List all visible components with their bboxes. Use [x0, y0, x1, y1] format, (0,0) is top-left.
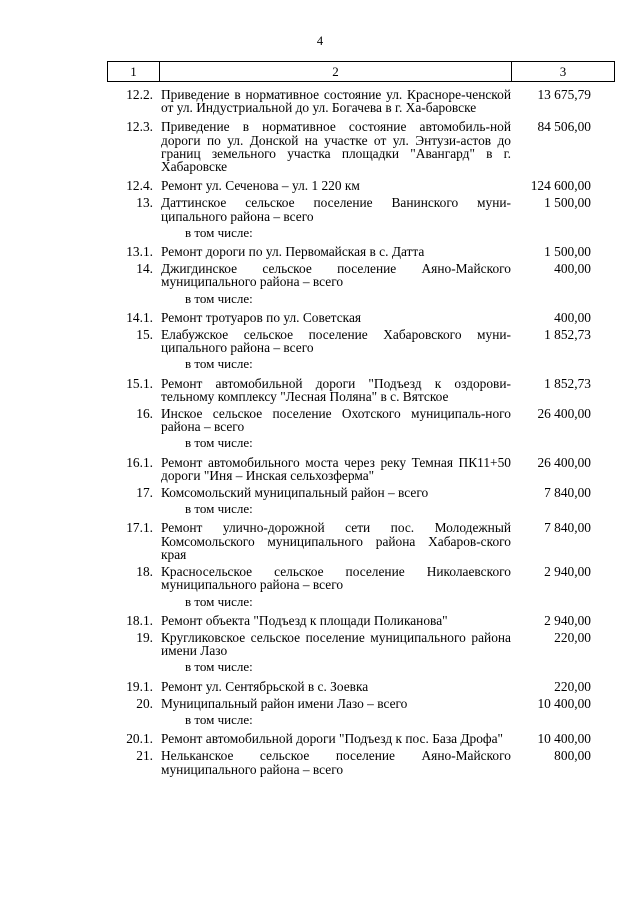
row-description: Ремонт тротуаров по ул. Советская [161, 309, 362, 325]
row-number: 14.1. [126, 309, 153, 325]
row-amount: 26 400,00 [537, 454, 591, 470]
subheading-text: в том числе: [185, 501, 253, 517]
row-number: 14. [136, 261, 153, 277]
header-col-2: 2 [160, 62, 512, 81]
row-amount: 220,00 [554, 678, 591, 694]
table-row [107, 697, 615, 710]
table-row [107, 521, 615, 561]
table-subheading-row [107, 226, 615, 239]
table-row [107, 120, 615, 173]
header-col-1: 1 [108, 62, 160, 81]
subheading-text: в том числе: [185, 356, 253, 372]
row-description: Ремонт ул. Сеченова – ул. 1 220 км [161, 178, 360, 194]
row-number: 18.1. [126, 612, 153, 628]
row-description: Джигдинское сельское поселение Аяно-Майского муниципального района – всего [161, 261, 511, 290]
row-number: 12.3. [126, 119, 153, 135]
table-row [107, 88, 615, 114]
row-amount: 800,00 [554, 748, 591, 764]
header-col-3: 3 [559, 64, 567, 79]
subheading-text: в том числе: [185, 659, 253, 675]
row-description: Ремонт ул. Сентябрьской в с. Зоевка [161, 678, 369, 694]
row-description: Ремонт улично-дорожной сети пос. Молодежный Комсомольского муниципального района Хабаров-ского края [161, 520, 511, 562]
row-description: Инское сельское поселение Охотского муниципаль-ного района – всего [161, 406, 511, 435]
subheading-text: в том числе: [185, 224, 253, 240]
table-row [107, 407, 615, 433]
table-row [107, 262, 615, 288]
row-amount: 220,00 [554, 629, 591, 645]
table-subheading-row [107, 292, 615, 305]
table-row [107, 749, 615, 775]
row-description: Комсомольский муниципальный район – всего [161, 485, 429, 501]
row-number: 19. [136, 629, 153, 645]
row-amount: 2 940,00 [544, 564, 591, 580]
row-amount: 7 840,00 [544, 485, 591, 501]
table-row [107, 196, 615, 222]
subheading-text: в том числе: [185, 290, 253, 306]
table-row [107, 732, 615, 745]
row-description: Красносельское сельское поселение Николаевского муниципального района – всего [161, 564, 511, 593]
row-amount: 1 500,00 [544, 195, 591, 211]
row-amount: 13 675,79 [537, 87, 591, 102]
table-row [107, 614, 615, 627]
row-amount: 400,00 [554, 309, 591, 325]
row-number: 12.4. [126, 178, 153, 194]
subheading-text: в том числе: [185, 435, 253, 451]
table-subheading-row [107, 595, 615, 608]
row-number: 17.1. [126, 520, 153, 536]
row-amount: 1 500,00 [544, 244, 591, 260]
row-number: 20.1. [126, 731, 153, 747]
row-amount: 124 600,00 [530, 178, 591, 194]
row-number: 15. [136, 327, 153, 343]
row-amount: 84 506,00 [537, 119, 591, 135]
row-description: Даттинское сельское поселение Ванинского муни-ципального района – всего [161, 195, 511, 224]
table-subheading-row [107, 713, 615, 726]
row-description: Ремонт дороги по ул. Первомайская в с. Датта [161, 244, 425, 260]
row-description: Кругликовское сельское поселение муниципального района имени Лазо [161, 629, 511, 659]
row-number: 21. [136, 748, 153, 764]
table-row [107, 680, 615, 693]
row-description: Ремонт автомобильной дороги "Подъезд к пос. База Дрофа" [161, 731, 504, 747]
table-row [107, 631, 615, 657]
table-row [107, 179, 615, 192]
row-description: Приведение в нормативное состояние ул. Красноре-ченской от ул. Индустриальной до ул. Богачева в г. Ха-баровске [161, 87, 511, 116]
table-row [107, 565, 615, 591]
table-row [107, 377, 615, 403]
table-subheading-row [107, 660, 615, 673]
row-number: 13.1. [126, 244, 153, 260]
table-row [107, 328, 615, 354]
row-description: Елабужское сельское поселение Хабаровского муни-ципального района – всего [161, 327, 511, 356]
row-number: 16.1. [126, 454, 153, 470]
row-description: Ремонт автомобильного моста через реку Темная ПК11+50 дороги "Иня – Инская сельхозферма" [161, 454, 511, 483]
row-description: Муниципальный район имени Лазо – всего [161, 695, 408, 711]
table-row [107, 245, 615, 258]
table-row [107, 456, 615, 482]
row-number: 19.1. [126, 678, 153, 694]
row-description: Нельканское сельское поселение Аяно-Майского муниципального района – всего [161, 748, 511, 777]
row-amount: 26 400,00 [537, 406, 591, 422]
row-number: 18. [136, 564, 153, 580]
row-number: 17. [136, 485, 153, 501]
row-number: 16. [136, 406, 153, 422]
table-subheading-row [107, 502, 615, 515]
table-body [107, 88, 615, 776]
row-number: 13. [136, 195, 153, 211]
page-number: 4 [316, 34, 324, 48]
table-subheading-row [107, 436, 615, 449]
row-amount: 7 840,00 [544, 520, 591, 536]
subheading-text: в том числе: [185, 593, 253, 609]
table-row [107, 486, 615, 499]
row-description: Ремонт автомобильной дороги "Подъезд к оздорови-тельному комплексу "Лесная Поляна" в с. Вятское [161, 375, 511, 404]
row-amount: 10 400,00 [537, 731, 591, 747]
row-number: 15.1. [126, 375, 153, 391]
subheading-text: в том числе: [185, 711, 253, 727]
row-amount: 10 400,00 [537, 695, 591, 711]
row-description: Ремонт объекта "Подъезд к площади Поликанова" [161, 612, 448, 628]
row-description: Приведение в нормативное состояние автомобиль-ной дороги по ул. Донской на участке от ул. Энтузи-астов до границ земельного участка площадки "Авангард" в г. Хабаровске [161, 119, 511, 175]
row-amount: 2 940,00 [544, 612, 591, 628]
row-amount: 400,00 [554, 261, 591, 277]
table-row [107, 311, 615, 324]
row-amount: 1 852,73 [544, 327, 591, 343]
table-header [107, 61, 615, 82]
table-subheading-row [107, 357, 615, 370]
row-number: 12.2. [126, 87, 153, 102]
row-amount: 1 852,73 [544, 375, 591, 391]
row-number: 20. [136, 695, 153, 711]
